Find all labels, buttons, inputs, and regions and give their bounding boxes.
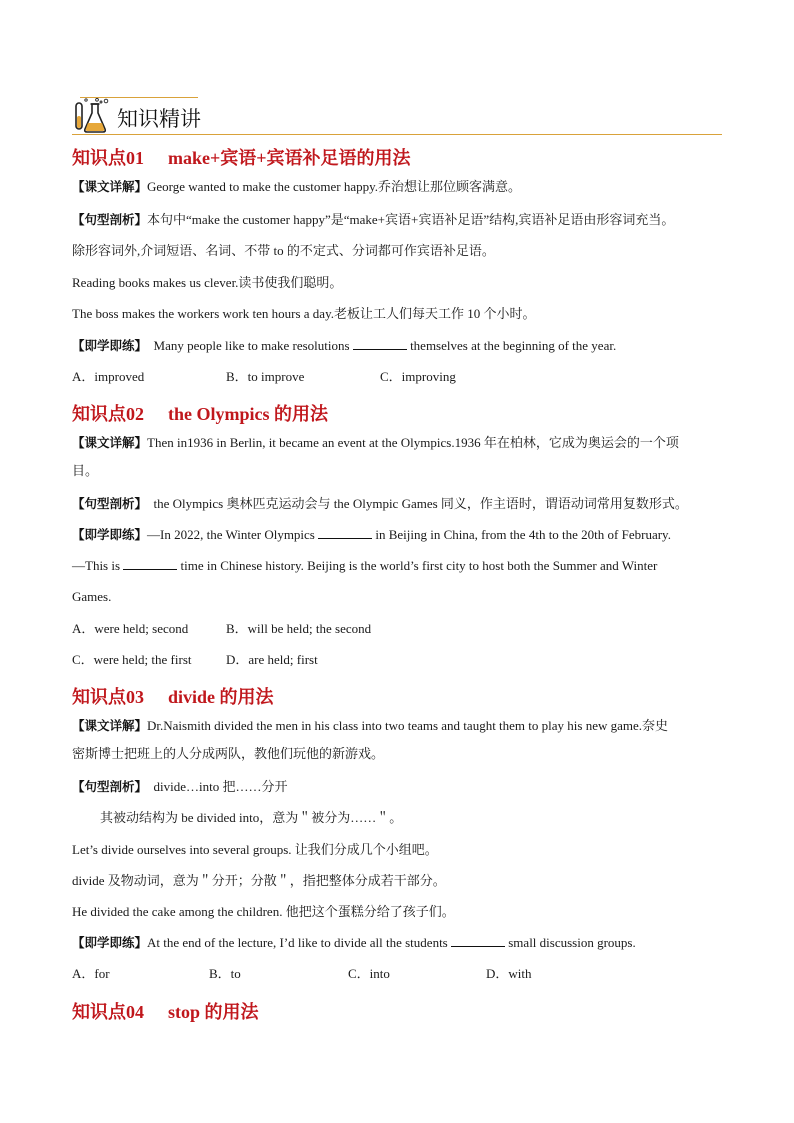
option-a[interactable]: A．for — [72, 966, 110, 981]
section-heading-03 — [72, 686, 274, 708]
section-heading-01 — [72, 147, 411, 169]
option-d[interactable]: D．with — [486, 966, 532, 981]
option-c[interactable]: C．into — [348, 966, 390, 981]
section-title: make+宾语+宾语补足语的用法 — [168, 148, 411, 168]
option-a[interactable]: A．were held; second — [72, 621, 189, 636]
answer-blank[interactable] — [451, 934, 505, 947]
option-d[interactable]: D．are held; first — [226, 652, 318, 667]
option-b[interactable]: B．to — [209, 966, 241, 981]
analysis-line: 【句型剖析】 divide…into 把……分开 — [72, 779, 288, 794]
option-b[interactable]: B．will be held; the second — [226, 621, 372, 636]
analysis-line: 【句型剖析】 the Olympics 奥林匹克运动会与 the Olympic Games 同义，作主语时，谓语动词常用复数形式。 — [72, 496, 688, 511]
analysis-continuation: 除形容词外,介词短语、名词、不带 to 的不定式、分词都可作宾语补足语。 — [72, 243, 495, 258]
example-sentence: The boss makes the workers work ten hours a day.老板让工人们每天工作 10 个小时。 — [72, 306, 536, 321]
example-sentence: Let’s divide ourselves into several groups. 让我们分成几个小组吧。 — [72, 842, 438, 857]
answer-blank[interactable] — [123, 557, 177, 570]
explain-line: 【课文详解】Then in1936 in Berlin, it became an event at the Olympics.1936 年在柏林，它成为奥运会的一个项 — [72, 435, 679, 450]
practice-line-3: Games. — [72, 589, 112, 604]
section-number: 知识点03 — [72, 687, 144, 707]
example-sentence: Reading books makes us clever.读书使我们聪明。 — [72, 275, 343, 290]
section-title: divide 的用法 — [168, 687, 274, 707]
section-title: the Olympics 的用法 — [168, 404, 328, 424]
section-number: 知识点02 — [72, 404, 144, 424]
explain-continuation: 密斯博士把班上的人分成两队，教他们玩他的新游戏。 — [72, 746, 385, 761]
practice-line-2: —This is time in Chinese history. Beijing is the world’s first city to host both the Summer and Winter — [72, 558, 658, 573]
option-c[interactable]: C．improving — [380, 369, 456, 384]
practice-line: 【即学即练】At the end of the lecture, I’d like to divide all the students small discussion groups. — [72, 935, 636, 950]
section-heading-02 — [72, 403, 328, 425]
practice-line: 【即学即练】 Many people like to make resolutions themselves at the beginning of the year. — [72, 338, 617, 353]
header-rule — [72, 134, 722, 135]
explain-line: 【课文详解】George wanted to make the customer happy.乔治想让那位顾客满意。 — [72, 179, 522, 194]
page-title: 知识精讲 — [117, 107, 201, 131]
explain-continuation: 目。 — [72, 463, 99, 478]
example-sentence: He divided the cake among the children. 他把这个蛋糕分给了孩子们。 — [72, 904, 455, 919]
section-number: 知识点01 — [72, 148, 144, 168]
answer-blank[interactable] — [353, 337, 407, 350]
option-a[interactable]: A．improved — [72, 369, 145, 384]
analysis-line: 【句型剖析】本句中“make the customer happy”是“make+宾语+宾语补足语”结构,宾语补足语由形容词充当。 — [72, 212, 675, 227]
section-number: 知识点04 — [72, 1002, 144, 1022]
practice-line: 【即学即练】—In 2022, the Winter Olympics in Beijing in China, from the 4th to the 20th of February. — [72, 527, 671, 542]
option-c[interactable]: C．were held; the first — [72, 652, 192, 667]
option-b[interactable]: B．to improve — [226, 369, 305, 384]
lab-flask-icon — [70, 98, 110, 134]
explain-line: 【课文详解】Dr.Naismith divided the men in his class into two teams and taught them to play his new game.奈史 — [72, 718, 669, 733]
section-heading-04 — [72, 1001, 259, 1023]
answer-blank[interactable] — [318, 526, 372, 539]
section-title: stop 的用法 — [168, 1002, 259, 1022]
example-sentence: divide 及物动词，意为＂分开；分散＂，指把整体分成若干部分。 — [72, 873, 446, 888]
passive-note: 其被动结构为 be divided into，意为＂被分为……＂。 — [100, 810, 403, 825]
